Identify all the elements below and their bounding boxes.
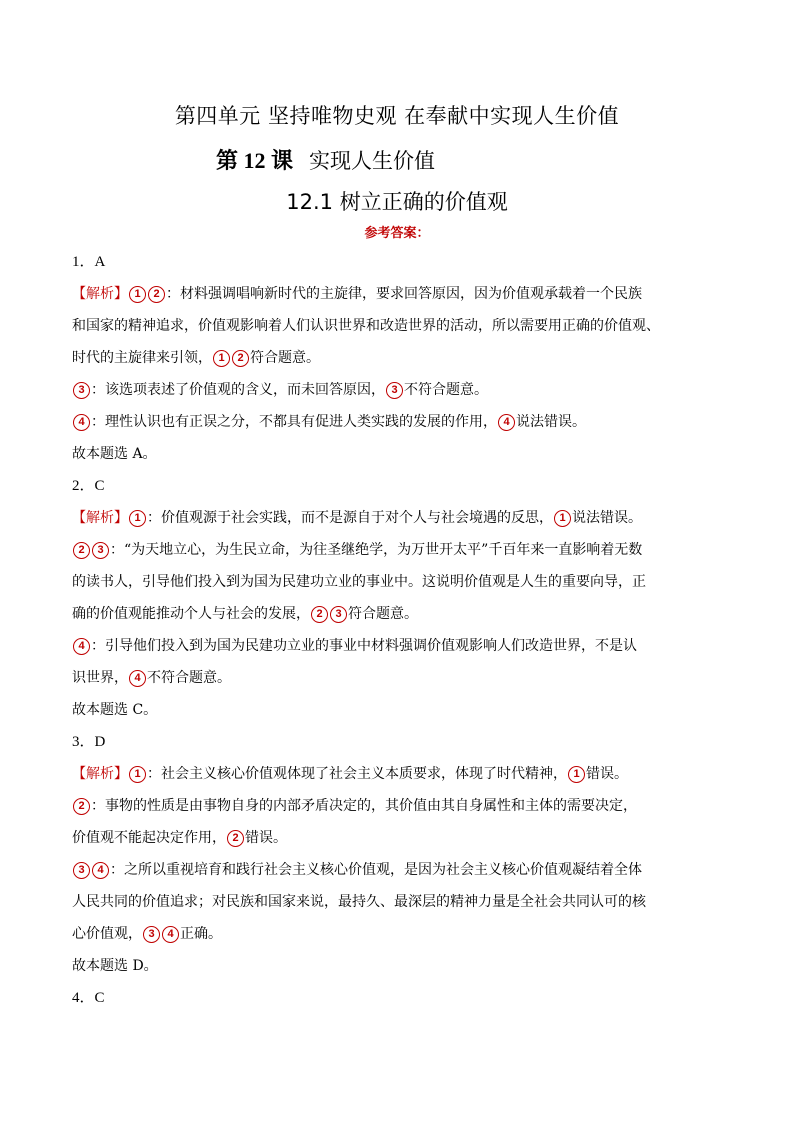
circled-number: 4 <box>92 862 109 879</box>
q3-conclusion: 故本题选 D。 <box>72 958 158 974</box>
circled-number: 1 <box>129 510 146 527</box>
analysis-line <box>72 534 722 566</box>
analysis-text: 错误。 <box>586 766 628 782</box>
circled-number: 3 <box>330 606 347 623</box>
analysis-text: ：价值观源于社会实践，而不是源自于对个人与社会境遇的反思， <box>147 510 553 526</box>
unit-title: 第四单元 坚持唯物史观 在奉献中实现人生价值 <box>174 104 620 128</box>
analysis-line <box>72 662 722 694</box>
circled-number: 4 <box>73 414 90 431</box>
analysis-text: ：事物的性质是由事物自身的内部矛盾决定的，其价值由其自身属性和主体的需要决定， <box>91 798 637 814</box>
lesson-title <box>216 144 435 175</box>
analysis-tag: 【解析】 <box>72 286 128 302</box>
analysis-text: 正确。 <box>180 926 222 942</box>
analysis-text: 错误。 <box>245 830 287 846</box>
lesson-name: 实现人生价值 <box>309 149 436 173</box>
q3-analysis-line <box>72 758 722 790</box>
circled-number: 4 <box>73 638 90 655</box>
analysis-line <box>72 918 722 950</box>
analysis-text: 人民共同的价值追求；对民族和国家来说，最持久、最深层的精神力量是全社会共同认可的核 <box>72 894 646 910</box>
q2-analysis-line <box>72 502 722 534</box>
analysis-tag: 【解析】 <box>72 766 128 782</box>
analysis-text: 的读书人，引导他们投入到为国为民建功立业的事业中。这说明价值观是人生的重要向导，正 <box>72 574 646 590</box>
analysis-line <box>72 598 722 630</box>
circled-number: 4 <box>162 926 179 943</box>
circled-number: 2 <box>73 798 90 815</box>
analysis-line <box>72 854 722 886</box>
analysis-text: 符合题意。 <box>250 350 320 366</box>
circled-number: 2 <box>73 542 90 559</box>
analysis-text: 符合题意。 <box>348 606 418 622</box>
circled-number: 3 <box>92 542 109 559</box>
reference-answer-label: 参考答案： <box>364 226 430 241</box>
analysis-text: 说法错误。 <box>516 414 586 430</box>
analysis-text: ：社会主义核心价值观体现了社会主义本质要求，体现了时代精神， <box>147 766 567 782</box>
circled-number: 3 <box>143 926 160 943</box>
answer-content <box>72 246 722 1014</box>
circled-number: 4 <box>129 670 146 687</box>
circled-number: 1 <box>213 350 230 367</box>
q3-answer: 3．D <box>72 734 106 750</box>
q4-answer: 4．C <box>72 990 105 1006</box>
circled-number: 2 <box>311 606 328 623</box>
analysis-line <box>72 630 722 662</box>
circled-number: 1 <box>129 766 146 783</box>
analysis-text: 时代的主旋律来引领， <box>72 350 212 366</box>
q2-answer: 2．C <box>72 478 105 494</box>
analysis-line <box>72 342 722 374</box>
circled-number: 2 <box>148 286 165 303</box>
analysis-line <box>72 406 722 438</box>
analysis-text: ：引导他们投入到为国为民建功立业的事业中材料强调价值观影响人们改造世界，不是认 <box>91 638 637 654</box>
analysis-text: 确的价值观能推动个人与社会的发展， <box>72 606 310 622</box>
analysis-text: 和国家的精神追求，价值观影响着人们认识世界和改造世界的活动，所以需要用正确的价值观、 <box>72 318 660 334</box>
analysis-text: 不符合题意。 <box>404 382 488 398</box>
analysis-text: ：材料强调唱响新时代的主旋律，要求回答原因，因为价值观承载着一个民族 <box>166 286 642 302</box>
analysis-text: 识世界， <box>72 670 128 686</box>
analysis-line <box>72 822 722 854</box>
analysis-tag: 【解析】 <box>72 510 128 526</box>
analysis-text: ：“为天地立心，为生民立命，为往圣继绝学，为万世开太平”千百年来一直影响着无数 <box>110 542 643 558</box>
analysis-text: 说法错误。 <box>572 510 642 526</box>
circled-number: 1 <box>129 286 146 303</box>
circled-number: 3 <box>386 382 403 399</box>
circled-number: 4 <box>498 414 515 431</box>
analysis-text: 价值观不能起决定作用， <box>72 830 226 846</box>
circled-number: 3 <box>73 382 90 399</box>
circled-number: 2 <box>227 830 244 847</box>
circled-number: 1 <box>554 510 571 527</box>
circled-number: 3 <box>73 862 90 879</box>
q1-conclusion: 故本题选 A。 <box>72 446 157 462</box>
analysis-text: ：该选项表述了价值观的含义，而未回答原因， <box>91 382 385 398</box>
lesson-number: 第 12 课 <box>216 148 294 173</box>
q2-conclusion: 故本题选 C。 <box>72 702 158 718</box>
circled-number: 2 <box>232 350 249 367</box>
section-title: 12.1 树立正确的价值观 <box>286 190 508 214</box>
analysis-text: 心价值观， <box>72 926 142 942</box>
analysis-line <box>72 790 722 822</box>
q1-analysis-line <box>72 278 722 310</box>
analysis-text: ：理性认识也有正误之分，不都具有促进人类实践的发展的作用， <box>91 414 497 430</box>
q1-answer: 1．A <box>72 254 106 270</box>
circled-number: 1 <box>568 766 585 783</box>
analysis-line <box>72 374 722 406</box>
analysis-text: ：之所以重视培育和践行社会主义核心价值观，是因为社会主义核心价值观凝结着全体 <box>110 862 642 878</box>
analysis-text: 不符合题意。 <box>147 670 231 686</box>
